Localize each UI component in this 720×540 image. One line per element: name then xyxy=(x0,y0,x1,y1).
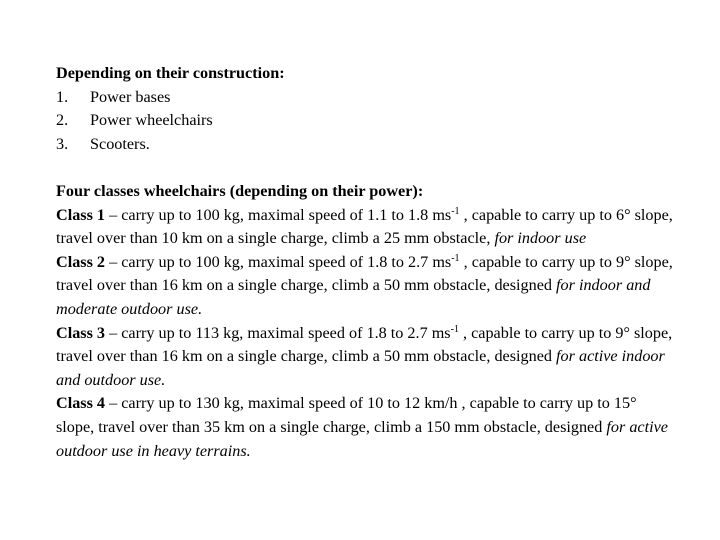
section-spacer xyxy=(56,156,676,180)
construction-list xyxy=(56,86,676,157)
class-text-b: , capable to carry up to 6° slope, travel over than 10 km on a single charge, climb a 25 mm obstacle, xyxy=(56,205,673,248)
class-name: Class 3 xyxy=(56,323,106,342)
list-item-number: 3. xyxy=(56,134,69,153)
class-text-b: , capable to carry up to 9° slope, travel over than 16 km on a single charge, climb a 50 mm obstacle, designed xyxy=(56,252,673,295)
list-item xyxy=(56,133,676,157)
classes-heading: Four classes wheelchairs (depending on their power): xyxy=(56,181,424,200)
class-use: for active outdoor use in heavy terrains. xyxy=(56,417,668,460)
class-name: Class 1 xyxy=(56,205,106,224)
class-text-a: – carry up to 100 kg, maximal speed of 1.8 to 2.7 ms xyxy=(105,252,452,271)
list-item-number: 2. xyxy=(56,111,69,130)
class-use: for indoor use xyxy=(494,229,587,248)
class-superscript: -1 xyxy=(451,205,460,217)
class-use: for active indoor and outdoor use. xyxy=(56,347,665,389)
class-text-a: – carry up to 113 kg, maximal speed of 1.8 to 2.7 ms xyxy=(105,323,451,342)
list-item xyxy=(56,86,676,110)
construction-heading: Depending on their construction: xyxy=(56,64,285,82)
class-text-a: – carry up to 100 kg, maximal speed of 1.1 to 1.8 ms xyxy=(105,205,452,224)
class-name: Class 4 xyxy=(56,394,106,413)
list-item-label: Power bases xyxy=(90,87,171,106)
class-text-a: – carry up to 130 kg, maximal speed of 10 to 12 km/h , capable to carry up to 15° slope, travel over than 35 km on a single charge, climb a 150 mm obstacle, designed xyxy=(56,394,637,436)
list-item xyxy=(56,109,676,133)
class-2-paragraph xyxy=(56,251,676,322)
class-superscript: -1 xyxy=(450,323,459,335)
class-text-b: , capable to carry up to 9° slope, travel over than 16 km on a single charge, climb a 50 mm obstacle, designed xyxy=(56,323,673,366)
class-1-paragraph xyxy=(56,204,676,251)
list-item-label: Power wheelchairs xyxy=(90,111,213,130)
class-name: Class 2 xyxy=(56,252,106,271)
class-superscript: -1 xyxy=(451,252,460,264)
slide-content xyxy=(56,62,676,463)
class-4-paragraph xyxy=(56,392,676,463)
list-item-number: 1. xyxy=(56,87,69,106)
list-item-label: Scooters. xyxy=(90,134,150,153)
class-3-paragraph xyxy=(56,322,676,393)
class-use: for indoor and moderate outdoor use. xyxy=(56,276,651,318)
